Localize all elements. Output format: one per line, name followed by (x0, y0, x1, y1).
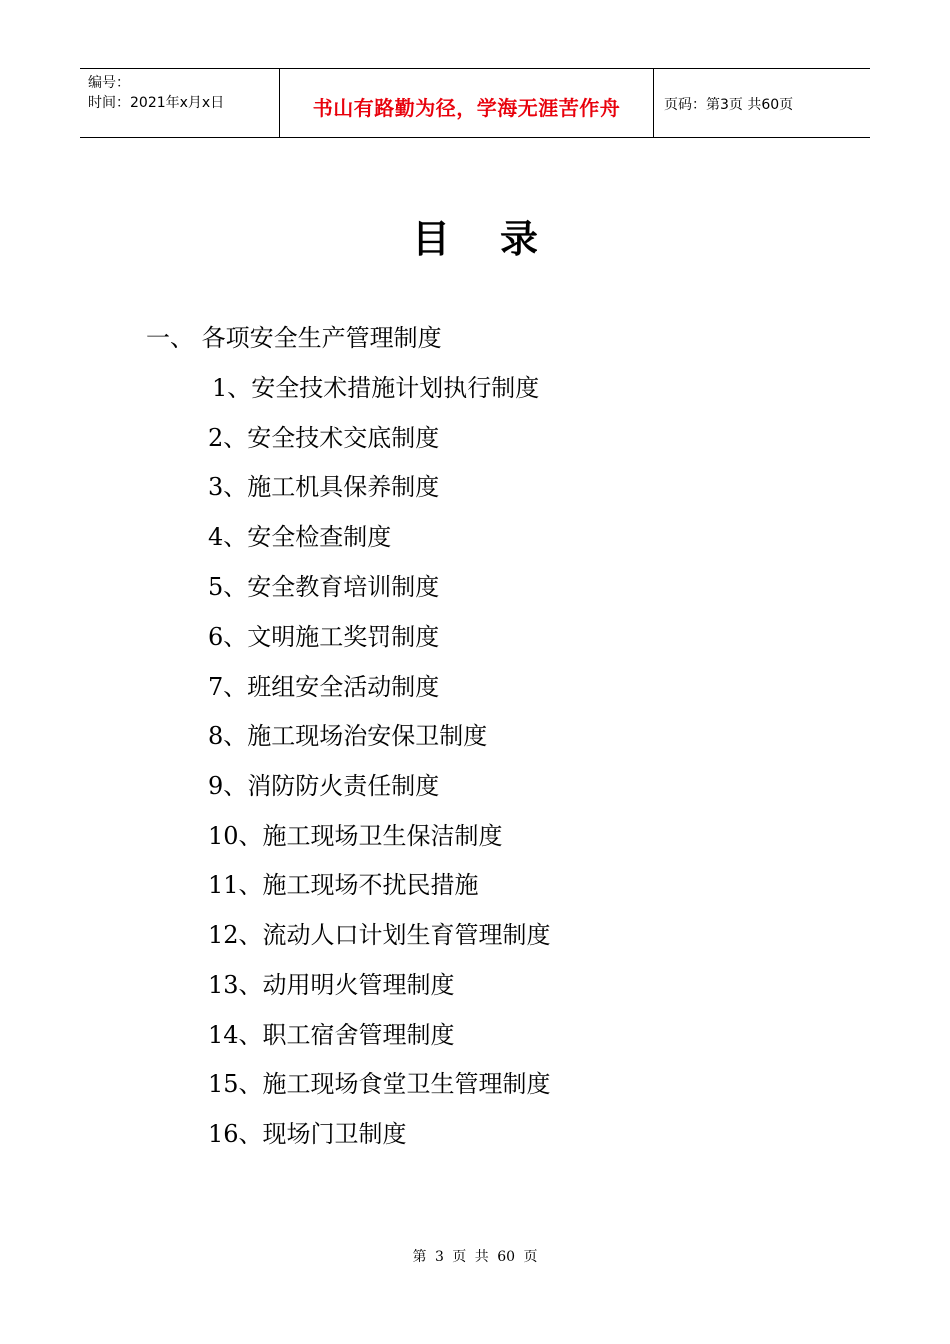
toc-item: 4、安全检查制度 (208, 523, 392, 551)
toc-item: 9、消防防火责任制度 (208, 772, 440, 800)
toc-item: 11、施工现场不扰民措施 (208, 871, 479, 899)
page-footer: 第 3 页 共 60 页 (412, 1249, 538, 1265)
document-time-label: 时间：2021年x月x日 (88, 95, 225, 111)
toc-item: 8、施工现场治安保卫制度 (208, 722, 488, 750)
toc-item: 12、流动人口计划生育管理制度 (208, 921, 551, 949)
toc-item: 16、现场门卫制度 (208, 1120, 407, 1148)
page-title: 目录 (411, 216, 588, 261)
toc-item: 5、安全教育培训制度 (208, 573, 440, 601)
header-motto-cell (280, 69, 654, 137)
toc-item: 10、施工现场卫生保洁制度 (208, 822, 503, 850)
header-page-cell (654, 69, 870, 137)
document-number-label: 编号： (88, 75, 130, 91)
toc-item: 1、安全技术措施计划执行制度 (212, 374, 540, 402)
toc-item: 13、动用明火管理制度 (208, 971, 455, 999)
header-motto: 书山有路勤为径，学海无涯苦作舟 (312, 95, 621, 120)
header-meta-cell (80, 69, 280, 137)
toc-item: 15、施工现场食堂卫生管理制度 (208, 1070, 551, 1098)
toc-item: 14、职工宿舍管理制度 (208, 1021, 455, 1049)
toc-item: 2、安全技术交底制度 (208, 424, 440, 452)
toc-item: 6、文明施工奖罚制度 (208, 623, 440, 651)
header-page-info: 页码：第3页 共60页 (664, 97, 794, 113)
toc-item: 3、施工机具保养制度 (208, 473, 440, 501)
toc-section-heading: 一、 各项安全生产管理制度 (146, 324, 442, 352)
page-header-table (80, 68, 870, 138)
toc-item: 7、班组安全活动制度 (208, 673, 440, 701)
